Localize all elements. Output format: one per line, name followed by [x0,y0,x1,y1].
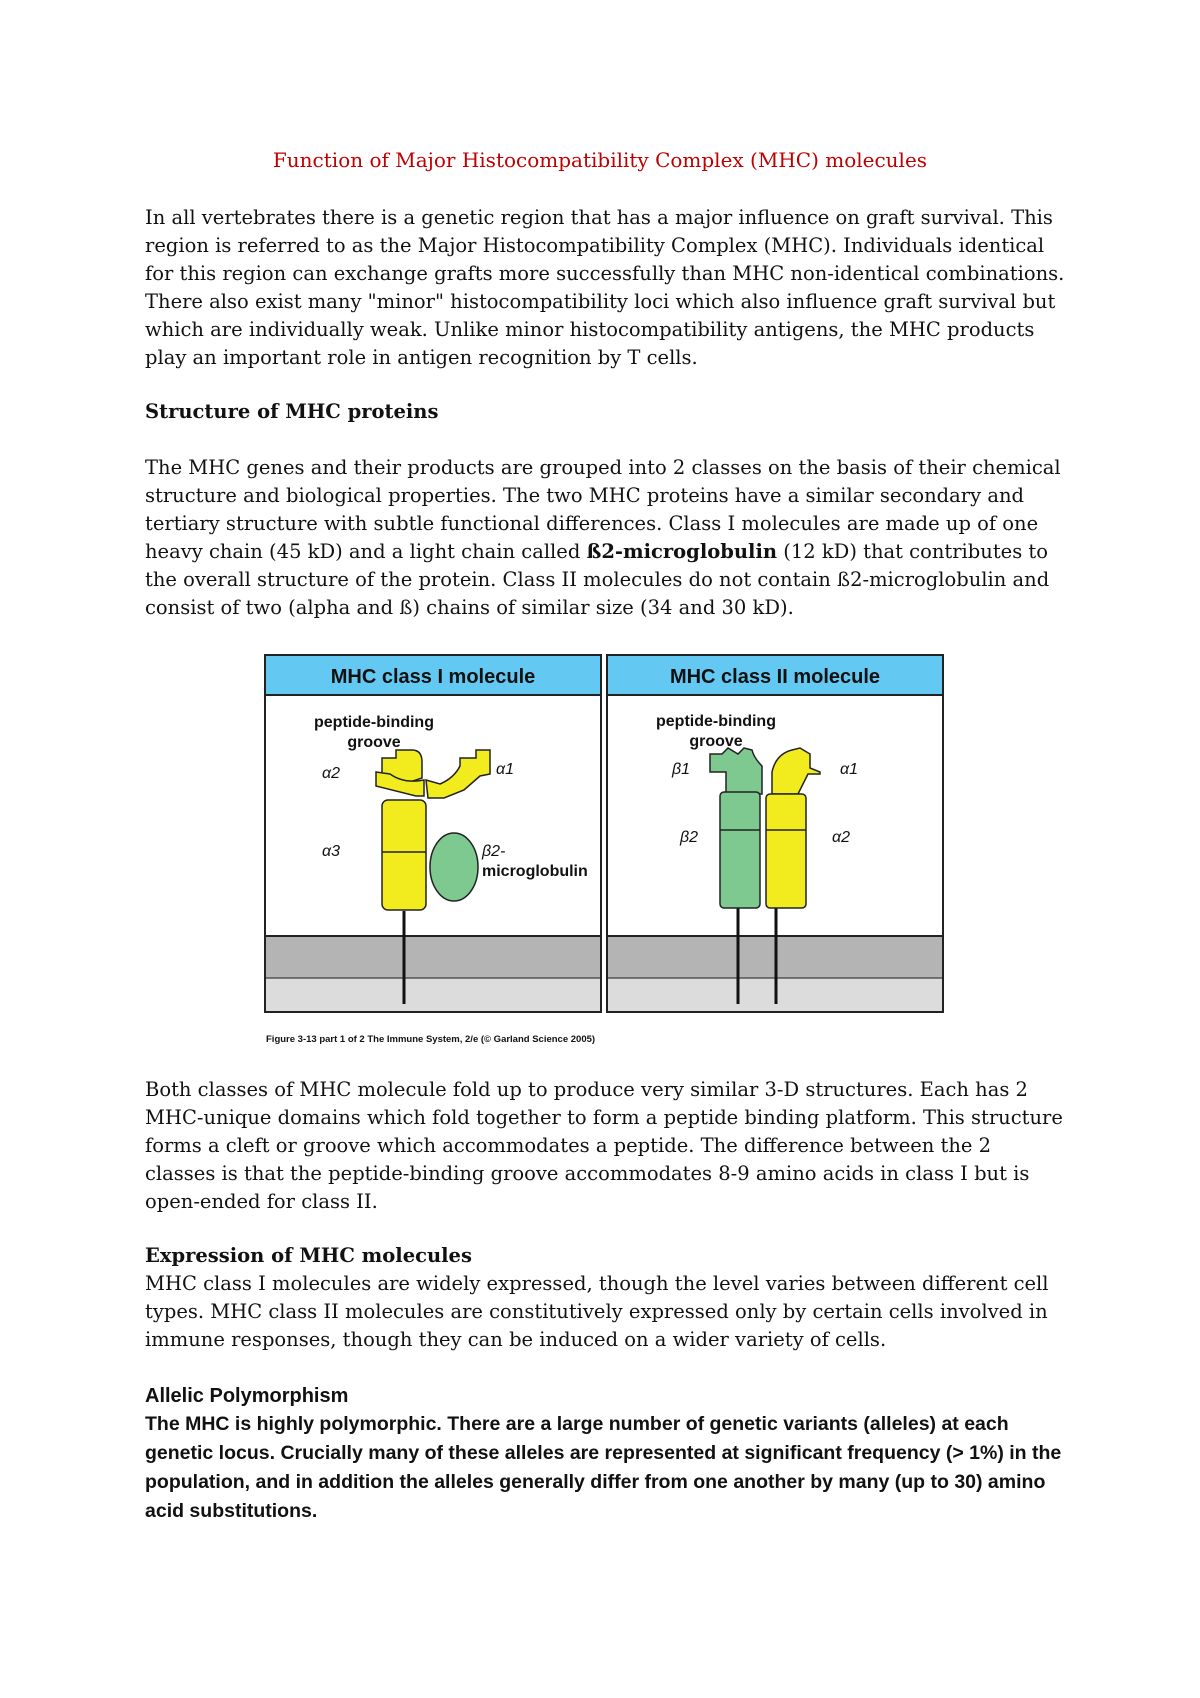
class2-groove-label1: peptide-binding [656,713,776,730]
b2m-label1: β2- [482,843,506,860]
class2-alpha2-label: α2 [832,829,851,846]
panel2-title: MHC class II molecule [669,666,881,688]
b2m-label2: microglobulin [482,863,588,880]
structure-heading: Structure of MHC proteins [145,400,439,423]
expression-heading: Expression of MHC molecules [145,1244,472,1267]
class1-alpha1-label: α1 [496,761,515,778]
class2-beta2-label: β2 [680,829,699,846]
alpha2-class2-domain [766,794,806,908]
panel1-membrane-bottom [266,978,600,1011]
class2-groove-label2: groove [689,733,743,750]
class1-groove-label2: groove [347,734,401,751]
alpha3-domain [382,800,426,910]
structure-text-part2: (12 kD) that contributes to the overall structure of the protein. Class II molecules do not contain ß2-microglobulin and consist of two (alpha and ß) chains of similar size (34 and 30 kD). [145,540,1050,619]
class1-groove-label1: peptide-binding [314,714,434,731]
structure-text-part1: The MHC genes and their products are grouped into 2 classes on the basis of their chemical structure and biological properties. The two MHC proteins have a similar secondary and tertiary structure with subtle functional differences. Class I molecules are made up of one heavy chain (45 kD) and a light chain called [145,456,1061,563]
class1-alpha2-label: α2 [322,765,341,782]
mhc-diagram [264,654,944,1046]
expression-paragraph: MHC class I molecules are widely expressed, though the level varies between different cell types. MHC class II molecules are constitutively expressed only by certain cells involved in immune responses, though they can be induced on a wider variety of cells. [145,1272,1049,1351]
allelic-heading: Allelic Polymorphism [145,1385,349,1407]
intro-paragraph: In all vertebrates there is a genetic region that has a major influence on graft survival. This region is referred to as the Major Histocompatibility Complex (MHC). Individuals identical for this region can exchange grafts more successfully than MHC non-identical combinations. There also exist many "minor" histocompatibility loci which also influence graft survival but which are individually weak. Unlike minor histocompatibility antigens, the MHC products play an important role in antigen recognition by T cells. [145,206,1065,369]
b2m-bold-term: ß2-microglobulin [586,540,778,563]
allelic-paragraph: The MHC is highly polymorphic. There are a large number of genetic variants (alleles) at each genetic locus. Crucially many of these alleles are represented at significant frequency (> 1%) in the population, and in addition the alleles generally differ from one another by many (up to 30) amino acid substitutions. [145,1413,1062,1522]
panel1-membrane-top [266,936,600,978]
panel1-title: MHC class I molecule [330,666,536,688]
beta2-domain [720,792,760,908]
page-title: Function of Major Histocompatibility Complex (MHC) molecules [272,148,928,172]
class1-alpha3-label: α3 [322,843,341,860]
class2-beta1-label: β1 [672,761,691,778]
structure-paragraph [145,454,1065,622]
figure-caption: Figure 3-13 part 1 of 2 The Immune System, 2/e (© Garland Science 2005) [266,1034,596,1045]
b2m-domain [430,833,478,901]
class2-alpha1-label: α1 [840,761,859,778]
mhc-figure [264,654,944,1046]
folding-paragraph: Both classes of MHC molecule fold up to produce very similar 3-D structures. Each has 2 MHC-unique domains which fold together to form a peptide binding platform. This structure forms a cleft or groove which accommodates a peptide. The difference between the 2 classes is that the peptide-binding groove accommodates 8-9 amino acids in class I but is open-ended for class II. [145,1078,1063,1213]
